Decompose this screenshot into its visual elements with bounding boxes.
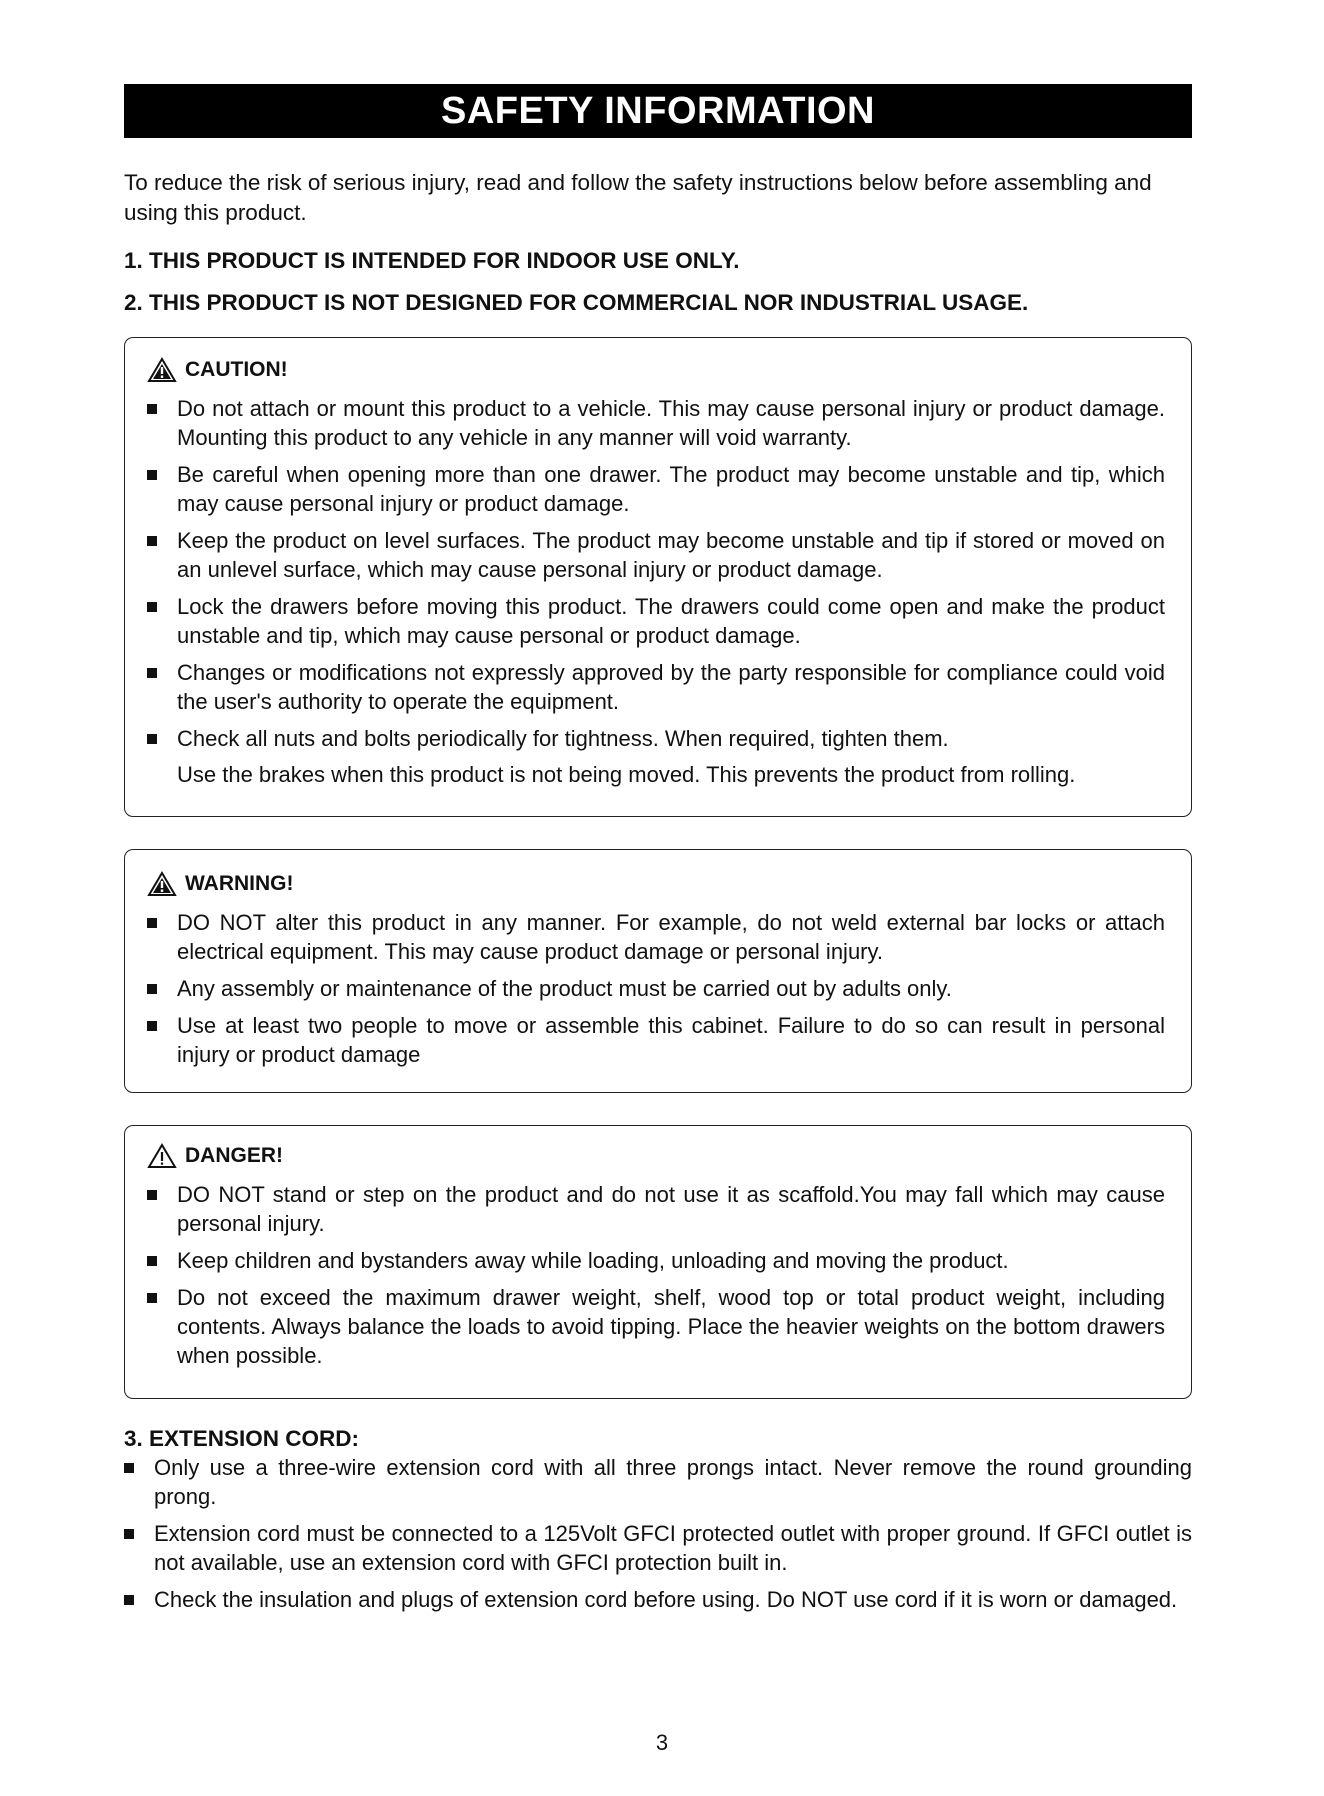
list-item: Extension cord must be connected to a 125Volt GFCI protected outlet with proper ground. If GFCI outlet is not available, use an extension cord with GFCI protection built in. [124,1519,1192,1577]
bullet-square-icon [147,1256,157,1266]
danger-header [147,1142,1165,1170]
warning-box [124,849,1192,1093]
bullet-square-icon [147,470,157,480]
page-content [124,84,1192,1622]
bullet-square-icon [147,1190,157,1200]
rule-not-commercial: 2. THIS PRODUCT IS NOT DESIGNED FOR COMMERCIAL NOR INDUSTRIAL USAGE. [124,290,1029,315]
extension-cord-heading: 3. EXTENSION CORD: [124,1426,360,1451]
bullet-square-icon [147,918,157,928]
list-item: DO NOT alter this product in any manner. For example, do not weld external bar locks or attach electrical equipment. This may cause product damage or personal injury. [147,908,1165,966]
list-item: Keep children and bystanders away while loading, unloading and moving the product. [147,1246,1165,1275]
bullet-square-icon [147,1021,157,1031]
list-item: Changes or modifications not expressly approved by the party responsible for compliance could void the user's authority to operate the equipment. [147,658,1165,716]
bullet-square-icon [124,1529,134,1539]
bullet-square-icon [147,536,157,546]
list-item: Check all nuts and bolts periodically for tightness. When required, tighten them. [147,724,1165,753]
bullet-square-icon [147,602,157,612]
list-item: Use at least two people to move or assemble this cabinet. Failure to do so can result in personal injury or product damage [147,1011,1165,1069]
bullet-square-icon [147,984,157,994]
danger-heading: DANGER! [185,1144,283,1167]
list-item: Do not exceed the maximum drawer weight, shelf, wood top or total product weight, including contents. Always balance the loads to avoid tipping. Place the heavier weights on the bottom drawers when possible. [147,1283,1165,1370]
list-item: Only use a three-wire extension cord with all three prongs intact. Never remove the round grounding prong. [124,1453,1192,1511]
caution-header [147,356,1165,384]
caution-list [147,394,1165,789]
bullet-square-icon [124,1595,134,1605]
page-number: 3 [655,1730,669,1755]
bullet-square-icon [147,668,157,678]
list-item: Be careful when opening more than one drawer. The product may become unstable and tip, which may cause personal injury or product damage. [147,460,1165,518]
warning-heading: WARNING! [185,872,294,895]
bullet-square-icon [147,1293,157,1303]
intro-text: To reduce the risk of serious injury, read and follow the safety instructions below before assembling and using this product. [124,170,1152,225]
warning-list [147,908,1165,1069]
bullet-square-icon [147,404,157,414]
list-item: Do not attach or mount this product to a vehicle. This may cause personal injury or product damage. Mounting this product to any vehicle in any manner will void warranty. [147,394,1165,452]
warning-triangle-icon [147,871,177,897]
caution-box [124,337,1192,817]
list-item: Check the insulation and plugs of extension cord before using. Do NOT use cord if it is worn or damaged. [124,1585,1192,1614]
bullet-square-icon [124,1463,134,1473]
danger-list [147,1180,1165,1370]
rule-indoor-use: 1. THIS PRODUCT IS INTENDED FOR INDOOR USE ONLY. [124,248,740,273]
page-title: SAFETY INFORMATION [124,84,1192,138]
list-item: Keep the product on level surfaces. The product may become unstable and tip if stored or moved on an unlevel surface, which may cause personal injury or product damage. [147,526,1165,584]
extension-cord-list [124,1453,1192,1614]
list-item: Lock the drawers before moving this product. The drawers could come open and make the product unstable and tip, which may cause personal or product damage. [147,592,1165,650]
list-item: DO NOT stand or step on the product and do not use it as scaffold.You may fall which may cause personal injury. [147,1180,1165,1238]
list-item-continuation: Use the brakes when this product is not being moved. This prevents the product from rolling. [177,762,1076,787]
bullet-square-icon [147,734,157,744]
warning-triangle-icon [147,357,177,383]
danger-triangle-icon [147,1143,177,1169]
warning-header [147,870,1165,898]
danger-box [124,1125,1192,1399]
list-item: Any assembly or maintenance of the product must be carried out by adults only. [147,974,1165,1003]
caution-heading: CAUTION! [185,358,288,381]
